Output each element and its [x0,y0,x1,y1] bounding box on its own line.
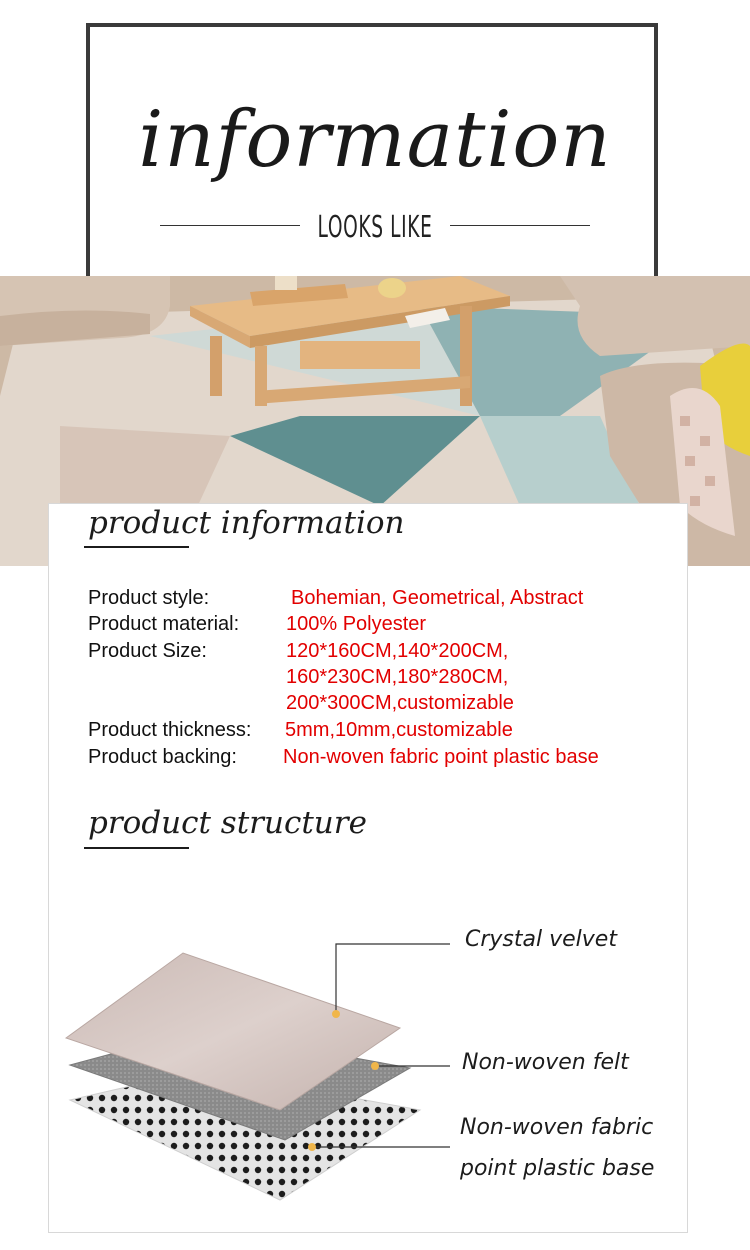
spec-value: 160*230CM,180*280CM, [286,666,509,688]
spec-value: 100% Polyester [286,613,427,635]
spec-label: Product Size: [88,640,207,662]
layer-label-velvet: Crystal velvet [465,927,617,952]
felt-marker [371,1062,379,1070]
spec-value: Non-woven fabric point plastic base [283,746,599,768]
product-information-heading: product information [88,505,405,541]
page-title: information [138,95,612,185]
velvet-marker [332,1010,340,1018]
base-marker [308,1143,316,1151]
page-subtitle: LOOKS LIKE [317,210,433,245]
spec-label: Product backing: [88,746,237,768]
spec-label: Product material: [88,613,240,635]
spec-value: 120*160CM,140*200CM, [286,640,509,662]
spec-value: 5mm,10mm,customizable [285,719,513,741]
layer-label-felt: Non-woven felt [462,1050,629,1075]
spec-label: Product style: [88,587,210,609]
velvet-leader-line [336,944,450,1014]
layer-label-base-line2: point plastic base [460,1156,655,1181]
spec-value: 200*300CM,customizable [286,692,514,714]
product-structure-heading: product structure [88,805,367,841]
layer-label-base-line1: Non-woven fabric [460,1115,654,1140]
spec-label: Product thickness: [88,719,252,741]
spec-value: Bohemian, Geometrical, Abstract [291,587,584,609]
